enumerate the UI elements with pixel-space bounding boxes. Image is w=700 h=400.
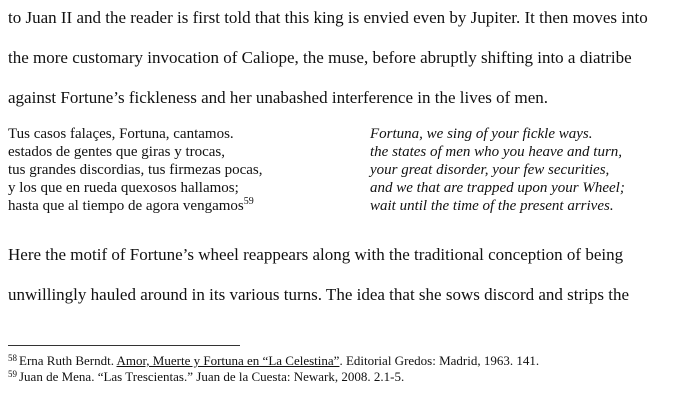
body-text-line: to Juan II and the reader is first told that this king is envied even by Jupiter. It then moves into	[8, 8, 648, 27]
footnotes	[8, 353, 539, 385]
poem-line: y los que en rueda quexosos hallamos;	[8, 180, 239, 196]
footnote-reference: 59	[243, 196, 254, 207]
poem-line: and we that are trapped upon your Wheel;	[370, 180, 625, 196]
poem-spanish-column	[8, 125, 263, 215]
footnote-text: . Editorial Gredos: Madrid, 1963. 141.	[339, 353, 540, 368]
body-text-line: Here the motif of Fortune’s wheel reappears along with the traditional conception of being	[8, 245, 624, 264]
footnote-number: 58	[8, 353, 17, 363]
footnote	[8, 369, 539, 385]
footnote-separator	[8, 345, 240, 346]
poem-line: Fortuna, we sing of your fickle ways.	[370, 126, 593, 142]
body-text-line: against Fortune’s fickleness and her unabashed interference in the lives of men.	[8, 88, 549, 107]
body-text-line: unwillingly hauled around in its various turns. The idea that she sows discord and strips the	[8, 285, 630, 304]
footnote	[8, 353, 539, 369]
body-text-line: the more customary invocation of Caliope, the muse, before abruptly shifting into a diatribe	[8, 48, 632, 67]
footnote-text: Erna Ruth Berndt.	[19, 353, 117, 368]
poem-line	[8, 197, 263, 215]
footnote-number: 59	[8, 369, 17, 379]
poem-line-text: hasta que al tiempo de agora vengamos	[8, 198, 244, 214]
footnote-text: Juan de Mena. “Las Trescientas.” Juan de la Cuesta: Newark, 2008. 2.1-5.	[19, 369, 405, 384]
poem-line: your great disorder, your few securities,	[370, 162, 610, 178]
poem-line: the states of men who you heave and turn,	[370, 144, 623, 160]
poem-line: Tus casos falaçes, Fortuna, cantamos.	[8, 126, 234, 142]
poem-line: wait until the time of the present arrives.	[370, 198, 614, 214]
poem-line: estados de gentes que giras y trocas,	[8, 144, 226, 160]
poem-english-column	[370, 125, 625, 215]
footnote-book-title: Amor, Muerte y Fortuna en “La Celestina”	[116, 353, 340, 368]
poem-line: tus grandes discordias, tus firmezas pocas,	[8, 162, 263, 178]
